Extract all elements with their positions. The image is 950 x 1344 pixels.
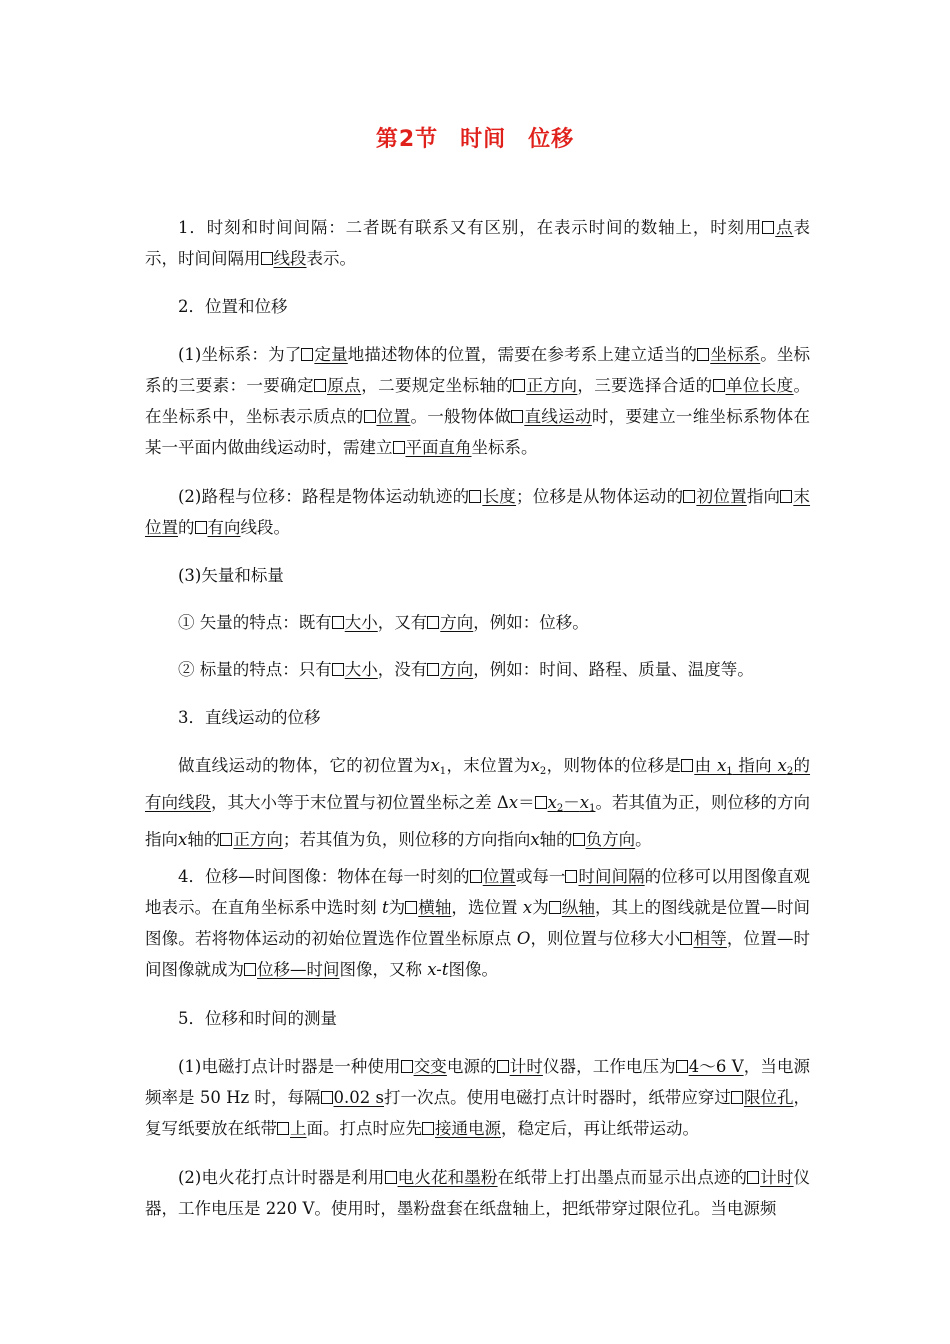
heading-measurement: 5．位移和时间的测量 [178, 1009, 337, 1028]
blank-box-icon [697, 348, 709, 361]
answer-blank: 正方向 [513, 376, 577, 395]
blank-box-icon [497, 1060, 509, 1073]
blank-box-icon [314, 379, 326, 392]
heading-position-displacement: 2．位置和位移 [178, 297, 288, 316]
blank-box-icon [511, 410, 523, 423]
blank-box-icon [427, 663, 439, 676]
answer-blank: 位置 [470, 867, 516, 886]
answer-blank: 时间间隔 [565, 867, 644, 886]
blank-box-icon [747, 1171, 759, 1184]
answer-blank: 末位置 [145, 487, 811, 537]
title-section: 第2节 [375, 127, 439, 152]
blank-box-icon [427, 616, 439, 629]
answer-blank: 0.02 s [321, 1088, 384, 1107]
paragraph-position-time-graph: 4．位移—时间图像：物体在每一时刻的 位置或每一 时间间隔的位移可以用图像直观地表示。在直角坐标系中选时刻 t为 横轴，选位置 x为 纵轴，其上的图线就是位置—时间图像。若将物体运动的初始位置选作位置坐标原点 O，则位置与位移大小 相等，位置—时间图像就成为 位移—时间图像，又称 x-t图像。 [145, 867, 811, 979]
answer-blank: 交变 [401, 1057, 447, 1076]
answer-blank: 定量 [301, 345, 347, 364]
answer-blank: 大小 [332, 613, 378, 632]
answer-blank: 有向 [195, 518, 241, 537]
paragraph-linear-displacement: 做直线运动的物体，它的初位置为$x_1$，末位置为$x_2$，则物体的位移是 由 $x_1$ 指向 $x_2$的有向线段，其大小等于末位置与初位置坐标之差 $\Delta x= x_2-x_1$。若其值为正，则位移的方向指向x轴的 正方向；若其值为负，则位移的方向指向x轴的 负方向。 [145, 756, 811, 849]
blank-box-icon [780, 490, 792, 503]
blank-box-icon [681, 759, 693, 772]
answer-blank: 位置 [364, 407, 411, 426]
answer-blank: 长度 [469, 487, 516, 506]
blank-box-icon [680, 932, 692, 945]
answer-blank: 限位孔 [731, 1088, 794, 1107]
blank-box-icon [713, 379, 725, 392]
blank-box-icon [565, 870, 577, 883]
answer-blank: 线段 [261, 249, 307, 268]
title-word-displacement: 位移 [528, 127, 575, 152]
blank-box-icon [321, 1091, 333, 1104]
page-title [0, 122, 950, 153]
blank-box-icon [332, 663, 344, 676]
blank-box-icon [683, 490, 695, 503]
answer-blank: 点 [762, 218, 793, 237]
answer-blank: 电火花和墨粉 [385, 1168, 498, 1187]
answer-blank: 上 [277, 1119, 307, 1138]
answer-blank: 单位长度 [713, 376, 794, 395]
blank-box-icon [261, 252, 273, 265]
answer-blank: 平面直角 [393, 438, 472, 457]
blank-box-icon [393, 441, 405, 454]
paragraph-scalar: ② 标量的特点：只有 大小，没有 方向，例如：时间、路程、质量、温度等。 [178, 660, 754, 679]
answer-blank: $x_2-x_1$ [535, 793, 596, 812]
title-word-time: 时间 [460, 127, 507, 152]
answer-blank: 位移—时间 [244, 960, 340, 979]
answer-blank: 接通电源 [422, 1119, 501, 1138]
answer-blank: 由 $x_1$ 指向 $x_2$的有向线段 [145, 756, 811, 812]
blank-box-icon [731, 1091, 743, 1104]
paragraph-spark-timer: (2)电火花打点计时器是利用 电火花和墨粉在纸带上打出墨点而显示出点迹的 计时仪器，工作电压是 220 V。使用时，墨粉盘套在纸盘轴上，把纸带穿过限位孔。当电源频 [145, 1168, 811, 1218]
answer-blank: 相等 [680, 929, 726, 948]
blank-box-icon [364, 410, 376, 423]
blank-box-icon [244, 963, 256, 976]
blank-box-icon [535, 796, 547, 809]
blank-box-icon [301, 348, 313, 361]
answer-blank: 大小 [332, 660, 378, 679]
blank-box-icon [332, 616, 344, 629]
answer-blank: 方向 [427, 613, 473, 632]
answer-blank: 原点 [314, 376, 361, 395]
paragraph-coordinate-system: (1)坐标系：为了 定量地描述物体的位置，需要在参考系上建立适当的 坐标系。坐标系的三要素：一要确定 原点，二要规定坐标轴的 正方向，三要选择合适的 单位长度。在坐标系中，坐标表示质点的 位置。一般物体做 直线运动时，要建立一维坐标系物体在某一平面内做曲线运动时，需建立 平面直角坐标系。 [145, 345, 811, 457]
blank-box-icon [220, 833, 232, 846]
blank-box-icon [195, 521, 207, 534]
answer-blank: 初位置 [683, 487, 746, 506]
answer-blank: 纵轴 [549, 898, 595, 917]
paragraph-electromagnetic-timer: (1)电磁打点计时器是一种使用 交变电源的 计时仪器，工作电压为 4～6 V，当电源频率是 50 Hz 时，每隔 0.02 s打一次点。使用电磁打点计时器时，纸带应穿过 限位孔，复写纸要放在纸带 上面。打点时应先 接通电源，稳定后，再让纸带运动。 [145, 1057, 811, 1138]
answer-blank: 计时 [497, 1057, 543, 1076]
blank-box-icon [277, 1122, 289, 1135]
answer-blank: 横轴 [405, 898, 451, 917]
answer-blank: 正方向 [220, 830, 283, 849]
answer-blank: 直线运动 [511, 407, 592, 426]
blank-box-icon [676, 1060, 688, 1073]
blank-box-icon [513, 379, 525, 392]
answer-blank: 方向 [427, 660, 473, 679]
blank-box-icon [549, 901, 561, 914]
blank-box-icon [405, 901, 417, 914]
heading-linear-displacement: 3．直线运动的位移 [178, 708, 321, 727]
paragraph-path-and-displacement: (2)路程与位移：路程是物体运动轨迹的 长度；位移是从物体运动的 初位置指向 末位置的 有向线段。 [145, 487, 811, 537]
answer-blank: 坐标系 [697, 345, 760, 364]
blank-box-icon [469, 490, 481, 503]
blank-box-icon [401, 1060, 413, 1073]
paragraph-time-and-moment: 1．时刻和时间间隔：二者既有联系又有区别，在表示时间的数轴上，时刻用 点表示，时间间隔用 线段表示。 [145, 218, 811, 268]
blank-box-icon [422, 1122, 434, 1135]
answer-blank: 计时 [747, 1168, 793, 1187]
blank-box-icon [762, 221, 774, 234]
blank-box-icon [470, 870, 482, 883]
blank-box-icon [573, 833, 585, 846]
blank-box-icon [385, 1171, 397, 1184]
answer-blank: 负方向 [573, 830, 636, 849]
paragraph-vector: ① 矢量的特点：既有 大小，又有 方向，例如：位移。 [178, 613, 589, 632]
heading-vector-scalar: (3)矢量和标量 [178, 566, 284, 585]
answer-blank: 4～6 V [676, 1057, 744, 1076]
